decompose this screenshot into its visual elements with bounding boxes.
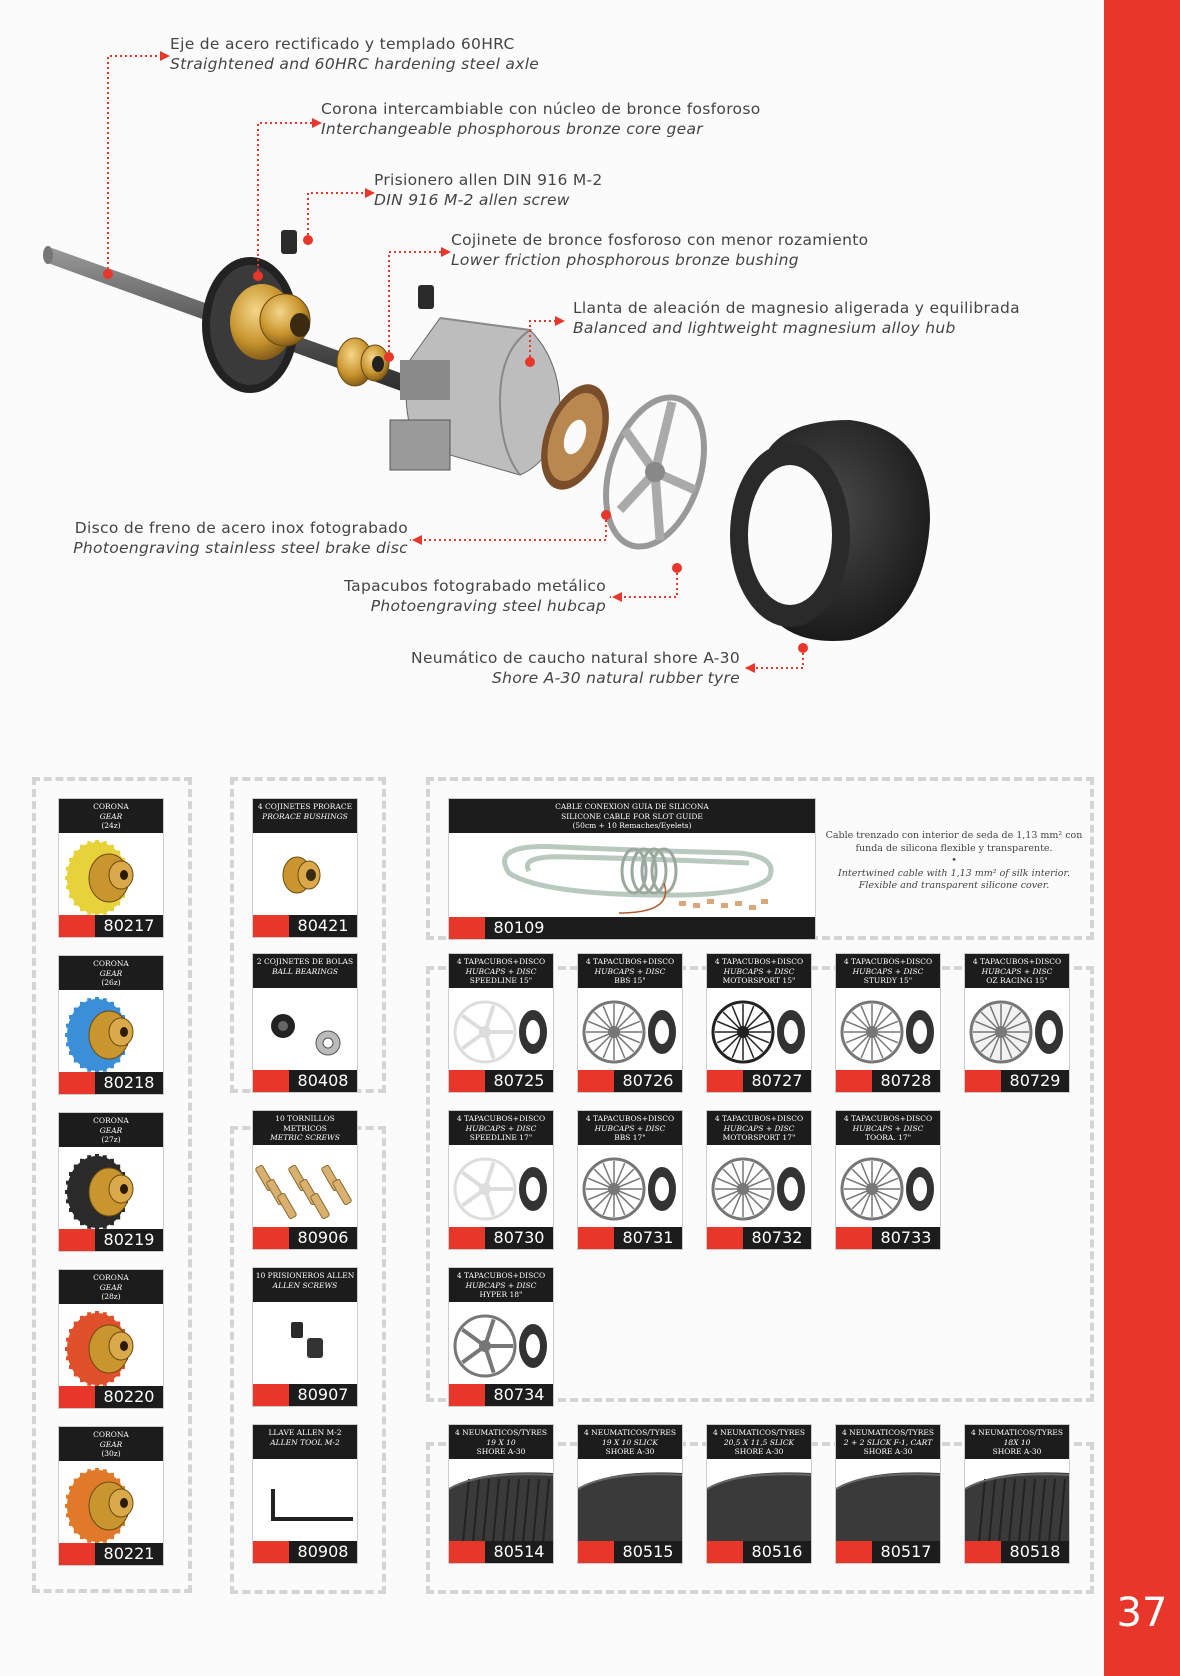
product-code: 80908 (297, 1542, 349, 1561)
product-code: 80219 (103, 1230, 155, 1249)
product-header-line: 4 NEUMATICOS/TYRES (713, 1428, 805, 1437)
gear-icon (59, 1304, 163, 1388)
product-header (59, 1270, 163, 1304)
product-card-cable[interactable] (448, 798, 816, 940)
hubcap-disc-icon (707, 988, 811, 1072)
product-header-line: HUBCAPS + DISC (852, 1123, 924, 1133)
product-header (578, 1425, 682, 1459)
product-header-line: BALL BEARINGS (272, 966, 338, 976)
product-card-hubcaps[interactable] (577, 953, 683, 1093)
product-card-hubcaps[interactable] (706, 953, 812, 1093)
product-header-line: HUBCAPS + DISC (981, 966, 1053, 976)
bushing-icon (253, 833, 357, 917)
product-code: 80728 (880, 1071, 932, 1090)
tyre-shape (730, 420, 930, 641)
hubcap-disc-icon (836, 1145, 940, 1229)
cable-title-en: SILICONE CABLE FOR SLOT GUIDE (561, 811, 703, 821)
product-header-line: SPEEDLINE 17" (469, 1133, 533, 1142)
product-code: 80220 (103, 1387, 155, 1406)
product-header-line: HUBCAPS + DISC (465, 966, 537, 976)
product-header-line: STURDY 15" (863, 976, 913, 985)
product-code: 80218 (103, 1073, 155, 1092)
callout-gear-en: Interchangeable phosphorous bronze core gear (321, 120, 703, 138)
product-header-line: (30z) (101, 1449, 121, 1458)
product-code: 80514 (493, 1542, 545, 1561)
hubcap-disc-icon (578, 988, 682, 1072)
product-card-tyres[interactable] (706, 1424, 812, 1564)
product-header-line: 4 TAPACUBOS+DISCO (714, 1114, 804, 1123)
product-header-line: SHORE A-30 (992, 1447, 1042, 1456)
product-code: 80727 (751, 1071, 803, 1090)
product-header-line: HYPER 18" (479, 1290, 523, 1299)
product-code: 80731 (622, 1228, 674, 1247)
product-header-line: MOTORSPORT 15" (722, 976, 796, 985)
product-card-hubcaps[interactable] (964, 953, 1070, 1093)
product-header-line: 2 COJINETES DE BOLAS (256, 957, 354, 966)
product-card-tyres[interactable] (964, 1424, 1070, 1564)
hubcap-disc-icon (836, 988, 940, 1072)
product-card-accessories[interactable] (252, 1267, 358, 1407)
allen-screw-shape (281, 230, 297, 254)
product-code: 80734 (493, 1385, 545, 1404)
tyre-icon (965, 1459, 1069, 1543)
product-header-line: ALLEN TOOL M-2 (270, 1437, 340, 1447)
product-header-line: OZ RACING 15" (986, 976, 1048, 985)
cable-desc-es: Cable trenzado con interior de seda de 1,13 mm² con funda de silicona flexible y transparente. (825, 830, 1083, 854)
tyre-icon (707, 1459, 811, 1543)
product-card-accessories[interactable] (252, 1110, 358, 1250)
product-header-line: 4 TAPACUBOS+DISCO (843, 957, 933, 966)
product-header (707, 1425, 811, 1459)
product-header-line: BBS 15" (614, 976, 646, 985)
product-header-line: HUBCAPS + DISC (594, 1123, 666, 1133)
product-card-hubcaps[interactable] (835, 1110, 941, 1250)
product-header-line: 2 + 2 SLICK F-1, CART (843, 1437, 933, 1447)
product-header (965, 1425, 1069, 1459)
product-header-line: GEAR (99, 1282, 123, 1292)
product-card-tyres[interactable] (448, 1424, 554, 1564)
product-header-line: 4 TAPACUBOS+DISCO (585, 957, 675, 966)
tyre-icon (449, 1459, 553, 1543)
product-header-line: GEAR (99, 1125, 123, 1135)
callout-hub-en: Balanced and lightweight magnesium alloy hub (573, 319, 956, 337)
product-card-accessories[interactable] (252, 1424, 358, 1564)
bearing-icon (253, 988, 357, 1072)
callout-brake (60, 518, 408, 558)
gear-icon (59, 833, 163, 917)
product-code: 80408 (297, 1071, 349, 1090)
product-header-line: (24z) (101, 821, 121, 830)
callout-bushing (451, 230, 868, 270)
product-code: 80515 (622, 1542, 674, 1561)
product-header-line: CORONA (93, 1273, 129, 1282)
hubcap-disc-icon (578, 1145, 682, 1229)
product-card-accessories[interactable] (252, 953, 358, 1093)
tyre-icon (836, 1459, 940, 1543)
product-header (449, 1111, 553, 1145)
product-header-line: HUBCAPS + DISC (594, 966, 666, 976)
callout-tyre-en: Shore A-30 natural rubber tyre (491, 669, 740, 687)
product-card-gears[interactable] (58, 1426, 164, 1566)
red-sidebar (1104, 0, 1180, 1676)
product-header-line: CORONA (93, 1430, 129, 1439)
product-header (449, 1268, 553, 1302)
product-header-line: TOORA. 17" (864, 1133, 912, 1142)
product-header-line: 4 TAPACUBOS+DISCO (714, 957, 804, 966)
hubcap-disc-icon (449, 988, 553, 1072)
product-code: 80726 (622, 1071, 674, 1090)
product-header-line: 4 TAPACUBOS+DISCO (456, 1114, 546, 1123)
callout-screw (374, 170, 603, 210)
product-code: 80732 (751, 1228, 803, 1247)
callout-tyre (380, 648, 740, 688)
product-header-line: 19 X 10 (486, 1437, 516, 1447)
callout-brake-es: Disco de freno de acero inox fotograbado (74, 519, 408, 537)
product-header (836, 954, 940, 988)
product-header (707, 954, 811, 988)
product-header-line: 4 NEUMATICOS/TYRES (584, 1428, 676, 1437)
silicone-cable-icon (449, 833, 815, 917)
product-header-line: METRIC SCREWS (270, 1133, 340, 1142)
callout-bushing-en: Lower friction phosphorous bronze bushing (451, 251, 799, 269)
bushing-shape (337, 338, 389, 386)
product-header (449, 1425, 553, 1459)
tyre-icon (578, 1459, 682, 1543)
callout-axle (170, 34, 539, 74)
product-header (59, 1113, 163, 1147)
callout-bushing-es: Cojinete de bronce fosforoso con menor rozamiento (451, 231, 869, 249)
product-header-line: 4 TAPACUBOS+DISCO (456, 957, 546, 966)
product-header (836, 1111, 940, 1145)
callout-tyre-es: Neumático de caucho natural shore A-30 (411, 649, 740, 667)
product-header-line: 18X 10 (1003, 1437, 1031, 1447)
product-header-line: 4 NEUMATICOS/TYRES (971, 1428, 1063, 1437)
product-card-hubcaps[interactable] (448, 1110, 554, 1250)
product-header (965, 954, 1069, 988)
cable-title-note: (50cm + 10 Remaches/Eyelets) (572, 821, 692, 830)
callout-hub (573, 298, 1020, 338)
gear-icon (59, 1461, 163, 1545)
product-card-tyres[interactable] (577, 1424, 683, 1564)
product-header (59, 956, 163, 990)
product-header-line: GEAR (99, 1439, 123, 1449)
product-code: 80733 (880, 1228, 932, 1247)
product-header (578, 1111, 682, 1145)
product-code: 80906 (297, 1228, 349, 1247)
product-header-line: 20,5 X 11,5 SLICK (723, 1437, 795, 1447)
gear-icon (59, 1147, 163, 1231)
product-header-line: BBS 17" (614, 1133, 646, 1142)
product-card-gears[interactable] (58, 1269, 164, 1409)
callout-gear (321, 99, 761, 139)
product-card-hubcaps[interactable] (835, 953, 941, 1093)
product-code: 80221 (103, 1544, 155, 1563)
product-header (253, 1268, 357, 1302)
product-header (836, 1425, 940, 1459)
product-header-line: LLAVE ALLEN M-2 (268, 1428, 342, 1437)
allen-screws-icon (253, 1302, 357, 1386)
product-header-line: ALLEN SCREWS (272, 1280, 338, 1290)
product-header (59, 799, 163, 833)
hubcap-disc-icon (707, 1145, 811, 1229)
page-number: 37 (1116, 1590, 1168, 1636)
product-header-line: 4 NEUMATICOS/TYRES (455, 1428, 547, 1437)
screws-icon (253, 1145, 357, 1229)
product-code: 80729 (1009, 1071, 1061, 1090)
product-card-hubcaps[interactable] (448, 953, 554, 1093)
product-code: 80907 (297, 1385, 349, 1404)
product-header-line: CORONA (93, 959, 129, 968)
cable-code: 80109 (493, 918, 545, 937)
product-code: 80517 (880, 1542, 932, 1561)
product-header-line: HUBCAPS + DISC (465, 1280, 537, 1290)
product-header-line: SHORE A-30 (734, 1447, 784, 1456)
product-header-line: HUBCAPS + DISC (723, 1123, 795, 1133)
callout-screw-es: Prisionero allen DIN 916 M-2 (374, 171, 603, 189)
product-header-line: SHORE A-30 (476, 1447, 526, 1456)
product-code: 80730 (493, 1228, 545, 1247)
product-header-line: 10 TORNILLOS METRICOS (275, 1114, 335, 1133)
product-header-line: 19 X 10 SLICK (601, 1437, 658, 1447)
product-header (253, 1111, 357, 1145)
hubcap-disc-icon (965, 988, 1069, 1072)
product-card-gears[interactable] (58, 955, 164, 1095)
product-header-line: GEAR (99, 811, 123, 821)
product-card-tyres[interactable] (835, 1424, 941, 1564)
product-header-line: HUBCAPS + DISC (852, 966, 924, 976)
cable-title-es: CABLE CONEXION GUIA DE SILICONA (555, 802, 709, 811)
product-header-line: (27z) (101, 1135, 121, 1144)
gear-icon (59, 990, 163, 1074)
product-code: 80725 (493, 1071, 545, 1090)
product-header-line: SPEEDLINE 15" (469, 976, 533, 985)
product-card-hubcaps[interactable] (706, 1110, 812, 1250)
product-code: 80217 (103, 916, 155, 935)
hub-shape (390, 318, 560, 475)
product-header-line: 4 COJINETES PRORACE (257, 802, 353, 811)
product-header-line: SHORE A-30 (863, 1447, 913, 1456)
product-header-line: HUBCAPS + DISC (465, 1123, 537, 1133)
product-header (59, 1427, 163, 1461)
product-header (449, 954, 553, 988)
callout-axle-es: Eje de acero rectificado y templado 60HRC (170, 35, 515, 53)
cable-desc-bullet: • (951, 855, 957, 866)
hubcap-disc-icon (449, 1302, 553, 1386)
product-code: 80421 (297, 916, 349, 935)
callout-hub-es: Llanta de aleación de magnesio aligerada y equilibrada (573, 299, 1020, 317)
product-header-line: CORONA (93, 1116, 129, 1125)
product-header-line: 4 TAPACUBOS+DISCO (585, 1114, 675, 1123)
product-header (253, 799, 357, 833)
product-header-line: 4 NEUMATICOS/TYRES (842, 1428, 934, 1437)
product-header-line: GEAR (99, 968, 123, 978)
product-card-gears[interactable] (58, 1112, 164, 1252)
product-header-line: 4 TAPACUBOS+DISCO (456, 1271, 546, 1280)
cable-desc-en: Intertwined cable with 1,13 mm² of silk interior. Flexible and transparent silicone cover. (838, 867, 1070, 891)
callout-hubcap-en: Photoengraving steel hubcap (370, 597, 606, 615)
product-header-line: 4 TAPACUBOS+DISCO (843, 1114, 933, 1123)
product-header-line: HUBCAPS + DISC (723, 966, 795, 976)
product-header (707, 1111, 811, 1145)
callout-brake-en: Photoengraving stainless steel brake disc (73, 539, 408, 557)
callout-axle-en: Straightened and 60HRC hardening steel axle (170, 55, 540, 73)
callout-gear-es: Corona intercambiable con núcleo de bronce fosforoso (321, 100, 761, 118)
product-card-accessories[interactable] (252, 798, 358, 938)
callout-hubcap-es: Tapacubos fotograbado metálico (343, 577, 606, 595)
product-code: 80516 (751, 1542, 803, 1561)
product-card-hubcaps[interactable] (577, 1110, 683, 1250)
product-header (253, 954, 357, 988)
product-header-line: MOTORSPORT 17" (722, 1133, 796, 1142)
cable-description (820, 830, 1088, 893)
product-header-line: PRORACE BUSHINGS (262, 811, 348, 821)
product-header-line: (26z) (101, 978, 121, 987)
product-card-gears[interactable] (58, 798, 164, 938)
callout-hubcap (300, 576, 606, 616)
product-header-line: CORONA (93, 802, 129, 811)
hubcap-disc-icon (449, 1145, 553, 1229)
product-header (253, 1425, 357, 1459)
allen-key-icon (253, 1459, 357, 1543)
product-code: 80518 (1009, 1542, 1061, 1561)
product-card-hubcaps[interactable] (448, 1267, 554, 1407)
product-header-line: 10 PRISIONEROS ALLEN (255, 1271, 355, 1280)
product-header-line: (28z) (101, 1292, 121, 1301)
callout-screw-en: DIN 916 M-2 allen screw (374, 191, 570, 209)
product-header-line: SHORE A-30 (605, 1447, 655, 1456)
product-header-line: 4 TAPACUBOS+DISCO (972, 957, 1062, 966)
product-header (578, 954, 682, 988)
